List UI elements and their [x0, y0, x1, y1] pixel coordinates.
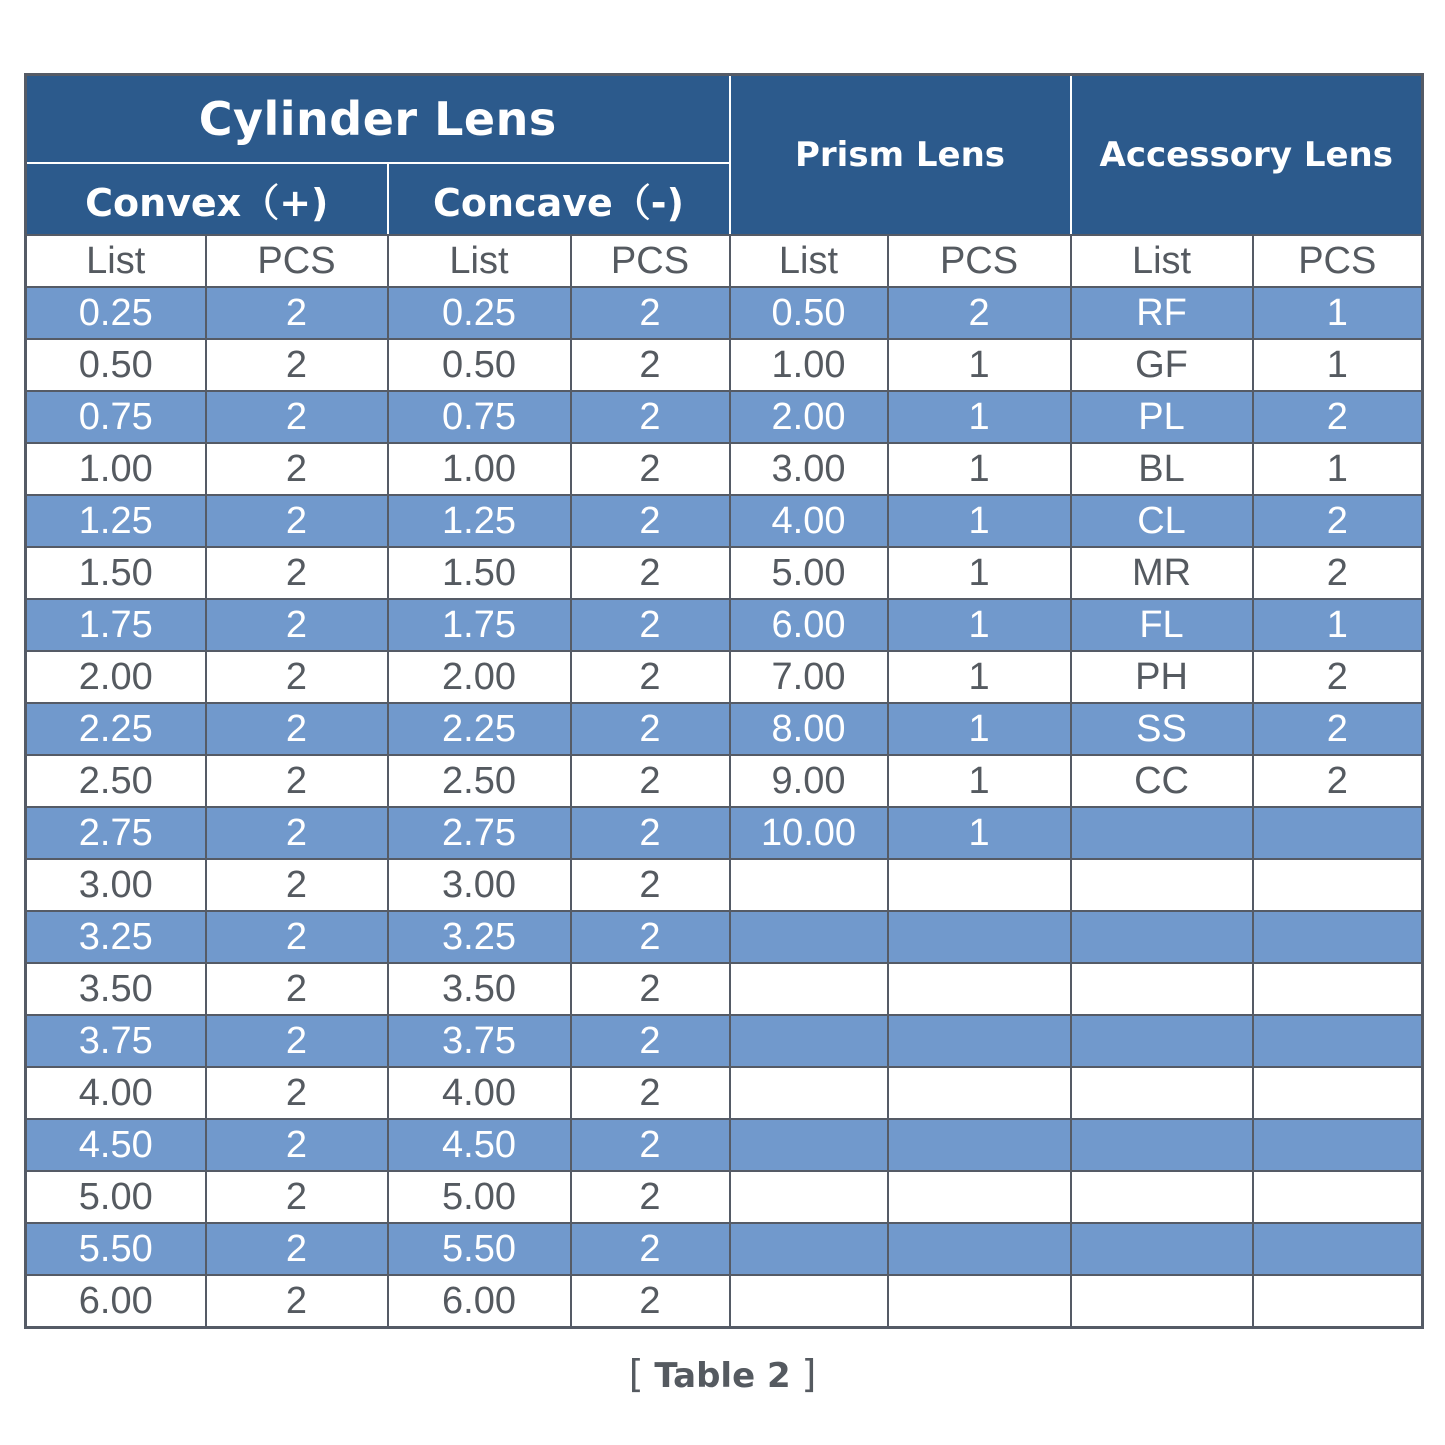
table-row	[26, 443, 1423, 495]
table-row	[26, 547, 1423, 599]
prism-list-cell	[730, 1067, 888, 1119]
prism-pcs-cell: 2	[888, 287, 1071, 339]
accessory-pcs-cell: 2	[1253, 547, 1423, 599]
concave-list-cell: 2.75	[388, 807, 571, 859]
convex-list-cell: 4.00	[26, 1067, 206, 1119]
accessory-pcs-cell	[1253, 1171, 1423, 1223]
accessory-pcs-cell: 2	[1253, 391, 1423, 443]
convex-list-cell: 1.75	[26, 599, 206, 651]
prism-list-cell: 2.00	[730, 391, 888, 443]
concave-pcs-cell: 2	[571, 1119, 730, 1171]
accessory-list-cell	[1071, 1015, 1253, 1067]
table-row	[26, 859, 1423, 911]
convex-pcs-cell: 2	[206, 963, 388, 1015]
concave-pcs-cell: 2	[571, 1275, 730, 1328]
concave-list-cell: 5.00	[388, 1171, 571, 1223]
concave-pcs-cell: 2	[571, 651, 730, 703]
convex-pcs-cell: 2	[206, 547, 388, 599]
accessory-pcs-cell	[1253, 911, 1423, 963]
prism-pcs-cell	[888, 1223, 1071, 1275]
convex-list-cell: 1.00	[26, 443, 206, 495]
accessory-pcs-cell: 2	[1253, 755, 1423, 807]
concave-pcs-cell: 2	[571, 859, 730, 911]
convex-pcs-cell: 2	[206, 807, 388, 859]
concave-list-cell: 6.00	[388, 1275, 571, 1328]
accessory-list-cell	[1071, 1223, 1253, 1275]
prism-list-cell	[730, 911, 888, 963]
prism-lens-header: Prism Lens	[730, 75, 1071, 236]
convex-pcs-cell: 2	[206, 1119, 388, 1171]
accessory-pcs-cell: 1	[1253, 443, 1423, 495]
accessory-pcs-cell: 2	[1253, 703, 1423, 755]
table-row	[26, 1171, 1423, 1223]
accessory-pcs-cell	[1253, 1223, 1423, 1275]
table-row	[26, 495, 1423, 547]
table-row	[26, 339, 1423, 391]
convex-list-cell: 3.75	[26, 1015, 206, 1067]
cylinder-lens-header: Cylinder Lens	[26, 75, 730, 164]
prism-list-cell	[730, 1223, 888, 1275]
concave-pcs-cell: 2	[571, 599, 730, 651]
concave-pcs-cell: 2	[571, 547, 730, 599]
convex-list-label: List	[26, 235, 206, 287]
accessory-pcs-cell: 1	[1253, 339, 1423, 391]
table-row	[26, 911, 1423, 963]
accessory-list-cell: RF	[1071, 287, 1253, 339]
table-row	[26, 755, 1423, 807]
convex-list-cell: 1.50	[26, 547, 206, 599]
prism-list-cell: 6.00	[730, 599, 888, 651]
prism-list-cell: 4.00	[730, 495, 888, 547]
convex-pcs-cell: 2	[206, 703, 388, 755]
accessory-pcs-cell	[1253, 1067, 1423, 1119]
concave-pcs-cell: 2	[571, 443, 730, 495]
concave-list-cell: 1.50	[388, 547, 571, 599]
convex-pcs-cell: 2	[206, 755, 388, 807]
accessory-pcs-cell	[1253, 1015, 1423, 1067]
table-row	[26, 963, 1423, 1015]
prism-list-cell: 1.00	[730, 339, 888, 391]
accessory-pcs-cell	[1253, 859, 1423, 911]
convex-pcs-cell: 2	[206, 599, 388, 651]
convex-list-cell: 3.00	[26, 859, 206, 911]
accessory-list-cell	[1071, 1275, 1253, 1328]
concave-pcs-label: PCS	[571, 235, 730, 287]
prism-pcs-cell: 1	[888, 547, 1071, 599]
table-caption	[0, 1352, 1445, 1396]
concave-pcs-cell: 2	[571, 1067, 730, 1119]
accessory-list-cell: BL	[1071, 443, 1253, 495]
accessory-list-cell: MR	[1071, 547, 1253, 599]
concave-pcs-cell: 2	[571, 1223, 730, 1275]
concave-list-cell: 2.50	[388, 755, 571, 807]
accessory-pcs-cell: 1	[1253, 599, 1423, 651]
prism-pcs-label: PCS	[888, 235, 1071, 287]
table-body	[26, 287, 1423, 1328]
concave-list-cell: 4.00	[388, 1067, 571, 1119]
concave-list-cell: 3.50	[388, 963, 571, 1015]
convex-pcs-label: PCS	[206, 235, 388, 287]
caption-close-bracket: ]	[801, 1352, 817, 1396]
convex-pcs-cell: 2	[206, 1223, 388, 1275]
convex-pcs-cell: 2	[206, 495, 388, 547]
accessory-list-cell: FL	[1071, 599, 1253, 651]
table-row	[26, 1119, 1423, 1171]
prism-list-label: List	[730, 235, 888, 287]
accessory-list-cell	[1071, 859, 1253, 911]
concave-list-cell: 0.25	[388, 287, 571, 339]
accessory-list-cell: SS	[1071, 703, 1253, 755]
prism-list-cell	[730, 1171, 888, 1223]
convex-list-cell: 6.00	[26, 1275, 206, 1328]
table-row	[26, 287, 1423, 339]
convex-pcs-cell: 2	[206, 651, 388, 703]
table-row	[26, 1275, 1423, 1328]
table-row	[26, 1067, 1423, 1119]
accessory-list-cell	[1071, 1067, 1253, 1119]
accessory-pcs-cell: 1	[1253, 287, 1423, 339]
table-row	[26, 651, 1423, 703]
concave-list-cell: 5.50	[388, 1223, 571, 1275]
table-row	[26, 807, 1423, 859]
concave-pcs-cell: 2	[571, 703, 730, 755]
concave-pcs-cell: 2	[571, 911, 730, 963]
accessory-list-cell	[1071, 963, 1253, 1015]
accessory-lens-header: Accessory Lens	[1071, 75, 1423, 236]
accessory-pcs-cell	[1253, 1275, 1423, 1328]
concave-list-cell: 4.50	[388, 1119, 571, 1171]
concave-list-label: List	[388, 235, 571, 287]
convex-pcs-cell: 2	[206, 287, 388, 339]
convex-pcs-cell: 2	[206, 339, 388, 391]
prism-list-cell: 7.00	[730, 651, 888, 703]
convex-pcs-cell: 2	[206, 1171, 388, 1223]
concave-list-cell: 1.25	[388, 495, 571, 547]
prism-pcs-cell	[888, 911, 1071, 963]
accessory-list-cell	[1071, 807, 1253, 859]
accessory-list-cell	[1071, 1171, 1253, 1223]
concave-list-cell: 2.00	[388, 651, 571, 703]
prism-pcs-cell	[888, 1171, 1071, 1223]
accessory-list-cell	[1071, 1119, 1253, 1171]
accessory-pcs-cell: 2	[1253, 495, 1423, 547]
convex-pcs-cell: 2	[206, 859, 388, 911]
convex-list-cell: 3.50	[26, 963, 206, 1015]
convex-list-cell: 0.75	[26, 391, 206, 443]
convex-list-cell: 4.50	[26, 1119, 206, 1171]
prism-list-cell	[730, 859, 888, 911]
prism-pcs-cell	[888, 1015, 1071, 1067]
concave-list-cell: 3.00	[388, 859, 571, 911]
prism-pcs-cell	[888, 1067, 1071, 1119]
table-row	[26, 1015, 1423, 1067]
lens-table	[24, 73, 1424, 1329]
accessory-list-cell	[1071, 911, 1253, 963]
prism-list-cell	[730, 1119, 888, 1171]
prism-pcs-cell: 1	[888, 651, 1071, 703]
concave-list-cell: 0.50	[388, 339, 571, 391]
concave-list-cell: 1.75	[388, 599, 571, 651]
convex-pcs-cell: 2	[206, 911, 388, 963]
convex-pcs-cell: 2	[206, 1275, 388, 1328]
table-row	[26, 599, 1423, 651]
accessory-pcs-cell	[1253, 963, 1423, 1015]
table-row	[26, 1223, 1423, 1275]
concave-pcs-cell: 2	[571, 807, 730, 859]
prism-list-cell: 8.00	[730, 703, 888, 755]
convex-list-cell: 2.25	[26, 703, 206, 755]
convex-pcs-cell: 2	[206, 1015, 388, 1067]
prism-pcs-cell	[888, 859, 1071, 911]
prism-pcs-cell: 1	[888, 599, 1071, 651]
prism-list-cell: 9.00	[730, 755, 888, 807]
accessory-pcs-cell	[1253, 807, 1423, 859]
concave-list-cell: 3.75	[388, 1015, 571, 1067]
concave-pcs-cell: 2	[571, 1171, 730, 1223]
accessory-list-cell: CL	[1071, 495, 1253, 547]
convex-pcs-cell: 2	[206, 391, 388, 443]
accessory-list-cell: PL	[1071, 391, 1253, 443]
concave-pcs-cell: 2	[571, 755, 730, 807]
concave-list-cell: 2.25	[388, 703, 571, 755]
accessory-list-label: List	[1071, 235, 1253, 287]
caption-text: Table 2	[654, 1356, 791, 1396]
prism-pcs-cell: 1	[888, 807, 1071, 859]
prism-pcs-cell: 1	[888, 443, 1071, 495]
convex-list-cell: 2.50	[26, 755, 206, 807]
concave-pcs-cell: 2	[571, 339, 730, 391]
concave-pcs-cell: 2	[571, 287, 730, 339]
convex-list-cell: 2.00	[26, 651, 206, 703]
concave-pcs-cell: 2	[571, 1015, 730, 1067]
caption-open-bracket: [	[628, 1352, 644, 1396]
convex-list-cell: 2.75	[26, 807, 206, 859]
prism-pcs-cell	[888, 1119, 1071, 1171]
concave-pcs-cell: 2	[571, 391, 730, 443]
concave-header: Concave（-)	[388, 163, 730, 235]
concave-list-cell: 0.75	[388, 391, 571, 443]
convex-list-cell: 0.50	[26, 339, 206, 391]
prism-pcs-cell	[888, 963, 1071, 1015]
table-row	[26, 703, 1423, 755]
accessory-pcs-cell	[1253, 1119, 1423, 1171]
prism-pcs-cell: 1	[888, 495, 1071, 547]
accessory-list-cell: GF	[1071, 339, 1253, 391]
convex-list-cell: 1.25	[26, 495, 206, 547]
accessory-list-cell: CC	[1071, 755, 1253, 807]
prism-pcs-cell: 1	[888, 339, 1071, 391]
accessory-list-cell: PH	[1071, 651, 1253, 703]
concave-list-cell: 3.25	[388, 911, 571, 963]
table-row	[26, 391, 1423, 443]
concave-list-cell: 1.00	[388, 443, 571, 495]
convex-list-cell: 5.00	[26, 1171, 206, 1223]
prism-pcs-cell: 1	[888, 703, 1071, 755]
prism-pcs-cell: 1	[888, 755, 1071, 807]
prism-list-cell: 5.00	[730, 547, 888, 599]
convex-list-cell: 3.25	[26, 911, 206, 963]
concave-pcs-cell: 2	[571, 495, 730, 547]
prism-list-cell: 3.00	[730, 443, 888, 495]
concave-pcs-cell: 2	[571, 963, 730, 1015]
prism-list-cell	[730, 1275, 888, 1328]
prism-pcs-cell	[888, 1275, 1071, 1328]
convex-pcs-cell: 2	[206, 1067, 388, 1119]
prism-list-cell	[730, 1015, 888, 1067]
convex-list-cell: 0.25	[26, 287, 206, 339]
prism-list-cell	[730, 963, 888, 1015]
accessory-pcs-cell: 2	[1253, 651, 1423, 703]
convex-pcs-cell: 2	[206, 443, 388, 495]
convex-list-cell: 5.50	[26, 1223, 206, 1275]
prism-list-cell: 10.00	[730, 807, 888, 859]
prism-pcs-cell: 1	[888, 391, 1071, 443]
accessory-pcs-label: PCS	[1253, 235, 1423, 287]
prism-list-cell: 0.50	[730, 287, 888, 339]
convex-header: Convex（+)	[26, 163, 388, 235]
